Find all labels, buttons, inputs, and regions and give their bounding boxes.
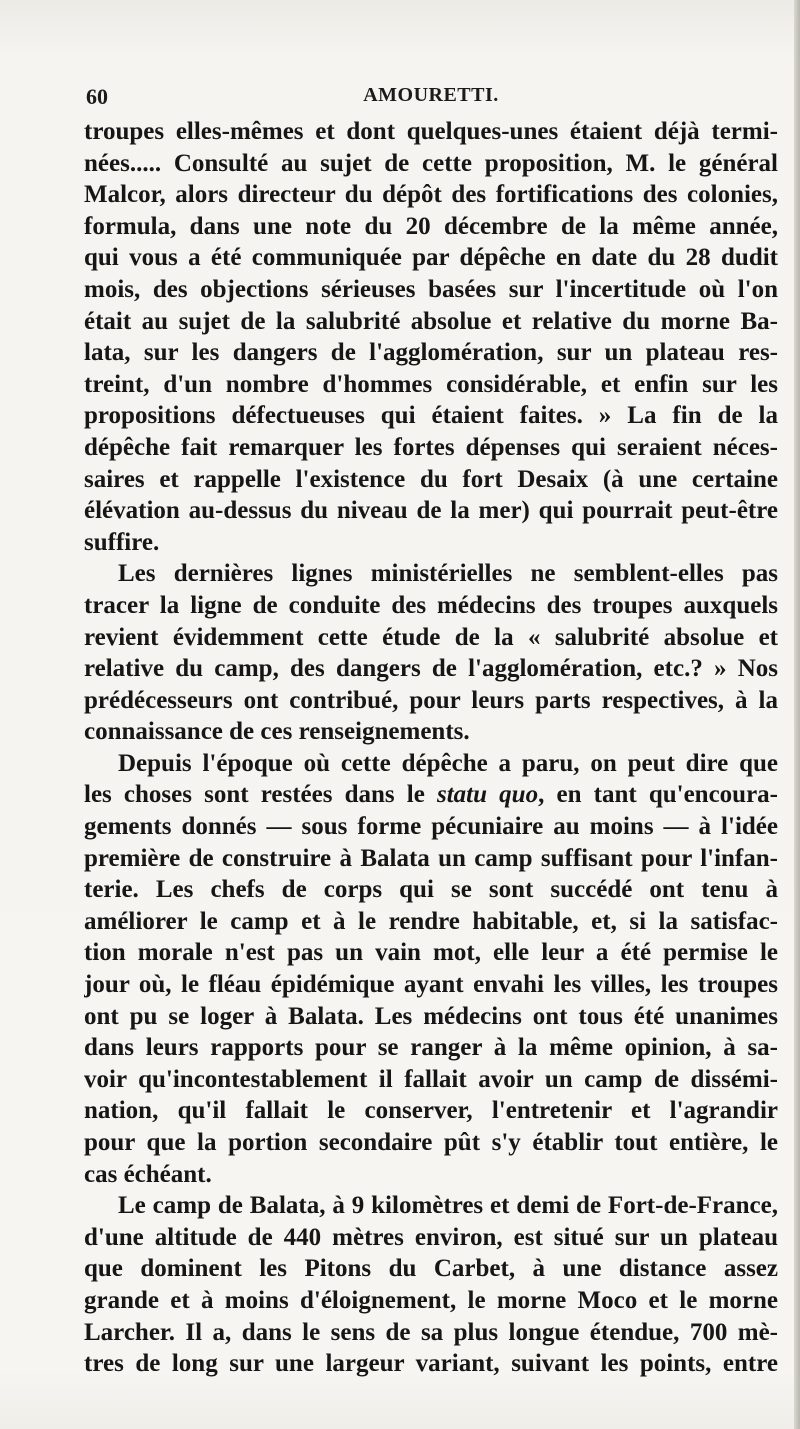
italic-phrase: statu quo <box>436 781 539 809</box>
text-line: treint, d'un nombre d'hommes considérable, et enfin sur les <box>84 370 778 398</box>
text-line: nées..... Consulté au sujet de cette proposition, M. le général <box>84 149 778 177</box>
text-line: que dominent les Pitons du Carbet, à une distance assez <box>84 1255 778 1283</box>
text-line: pour que la portion secondaire pût s'y établir tout entière, le <box>84 1129 778 1156</box>
text-line: Les dernières lignes ministérielles ne semblent-elles pas <box>118 560 778 588</box>
text-line: propositions défectueuses qui étaient faites. » La fin de la <box>84 402 778 430</box>
body-text <box>84 116 778 1380</box>
text-line: troupes elles-mêmes et dont quelques-unes étaient déjà termi- <box>84 118 778 145</box>
text-line: gements donnés — sous forme pécuniaire au moins — à l'idée <box>84 813 778 841</box>
text-line: saires et rappelle l'existence du fort Desaix (à une certaine <box>84 465 778 493</box>
text-line: terie. Les chefs de corps qui se sont succédé ont tenu à <box>84 876 778 904</box>
text-line: tracer la ligne de conduite des médecins des troupes auxquels <box>84 591 778 619</box>
running-title: AMOURETTI. <box>363 84 499 106</box>
text-line: cas échéant. <box>84 1160 212 1188</box>
page-edge-shadow <box>794 0 800 1429</box>
text-line: dépêche fait remarquer les fortes dépenses qui seraient néces- <box>84 433 778 461</box>
text-line: mois, des objections sérieuses basées sur l'incertitude où l'on <box>84 275 778 303</box>
page-header <box>86 84 776 112</box>
text-line: connaissance de ces renseignements. <box>84 718 470 746</box>
text-line: élévation au-dessus du niveau de la mer) qui pourrait peut-être <box>84 497 778 525</box>
text-line: tres de long sur une largeur variant, suivant les points, entre <box>84 1350 778 1378</box>
text-line: qui vous a été communiquée par dépêche en date du 28 dudit <box>84 244 778 272</box>
text-segment: , en tant qu'encoura- <box>538 781 778 809</box>
text-line: relative du camp, des dangers de l'agglomération, etc.? » Nos <box>84 655 778 683</box>
text-line: ont pu se loger à Balata. Les médecins ont tous été unanimes <box>84 1002 778 1030</box>
text-line: Le camp de Balata, à 9 kilomètres et demi de Fort-de-France, <box>118 1192 778 1220</box>
text-line: lata, sur les dangers de l'agglomération, sur un plateau res- <box>84 339 778 367</box>
text-line: voir qu'incontestablement il fallait avoir un camp de dissémi- <box>84 1065 778 1093</box>
text-line: nation, qu'il fallait le conserver, l'entretenir et l'agrandir <box>84 1097 778 1125</box>
text-line: jour où, le fléau épidémique ayant envahi les villes, les troupes <box>84 971 778 999</box>
text-line: Larcher. Il a, dans le sens de sa plus longue étendue, 700 mè- <box>84 1318 778 1346</box>
text-line: Depuis l'époque où cette dépêche a paru, on peut dire que <box>118 749 778 777</box>
text-line: améliorer le camp et à le rendre habitable, et, si la satisfac- <box>84 907 778 935</box>
text-line: tion morale n'est pas un vain mot, elle leur a été permise le <box>84 939 778 967</box>
text-line: suffire. <box>84 528 160 556</box>
text-segment: les choses sont restées dans le <box>84 781 437 809</box>
text-line: dans leurs rapports pour se ranger à la même opinion, à sa- <box>84 1034 778 1062</box>
text-line: était au sujet de la salubrité absolue et relative du morne Ba- <box>84 307 778 335</box>
text-line: première de construire à Balata un camp suffisant pour l'infan- <box>84 844 778 872</box>
page-number: 60 <box>86 84 108 109</box>
text-line-with-italic <box>84 779 778 811</box>
text-line: prédécesseurs ont contribué, pour leurs parts respectives, à la <box>84 686 778 714</box>
text-line: revient évidemment cette étude de la « salubrité absolue et <box>84 623 778 651</box>
text-line: d'une altitude de 440 mètres environ, est situé sur un plateau <box>84 1223 778 1251</box>
text-line: Malcor, alors directeur du dépôt des fortifications des colonies, <box>84 181 778 209</box>
text-line: grande et à moins d'éloignement, le morne Moco et le morne <box>84 1286 778 1314</box>
text-line: formula, dans une note du 20 décembre de la même année, <box>84 212 778 240</box>
